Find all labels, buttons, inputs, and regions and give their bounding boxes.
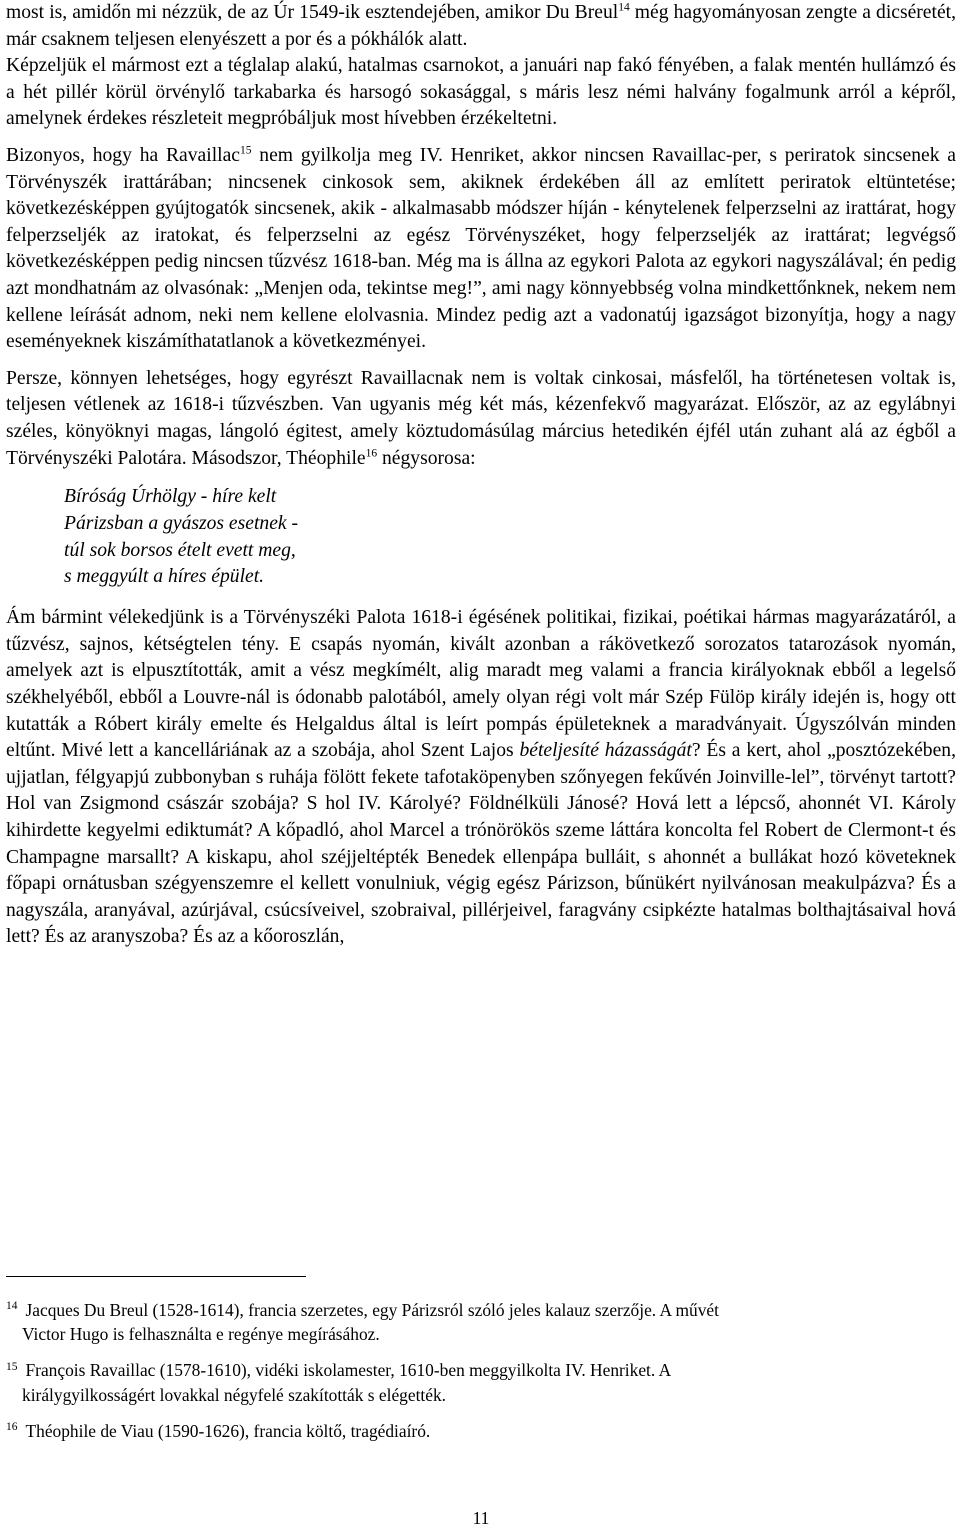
footnote-number: 15 — [6, 1360, 18, 1373]
paragraph-text: Bizonyos, hogy ha Ravaillac — [6, 144, 240, 166]
poem-line: túl sok borsos ételt evett meg, — [64, 539, 296, 561]
paragraph-text: Persze, könnyen lehetséges, hogy egyrészt Ravaillacnak nem is voltak cinkosai, másfelől, ha történetesen voltak is, teljesen vétlenek az 1618-i tűzvészben. Van ugyanis még két más, kézenfekvő magyarázat. Először, az az egylábnyi széles, könyöknyi magas, lángoló égitest, amely köztudomásúlag március hetedikén éjfél után zuhant alá az égből a Törvényszéki Palotára. Másodszor, Théophile — [6, 367, 956, 469]
footnotes — [6, 1298, 956, 1455]
footnote-text: Victor Hugo is felhasználta e regénye megírásához. — [22, 1324, 380, 1345]
footnote-number: 14 — [6, 1300, 18, 1313]
page-number: 11 — [472, 1508, 490, 1528]
poem-line: s meggyúlt a híres épület. — [64, 566, 265, 588]
footnote-15 — [6, 1358, 956, 1406]
footnote-16 — [6, 1419, 956, 1443]
footnote-text: királygyilkosságért lovakkal négyfelé szakították s elégették. — [22, 1384, 446, 1405]
footnote-14 — [6, 1298, 956, 1346]
footnote-ref-16[interactable]: 16 — [365, 446, 378, 459]
paragraph-2: Képzeljük el mármost ezt a téglalap alakú, hatalmas csarnokot, a januári nap fakó fényében, a falak mentén hullámzó és a hét pillér körül örvénylő tarkabarka és harsogó sokasággal, s máris lesz némi halvány fogalmunk arról a képről, amelynek érdekes részleteit megpróbáljuk most hívebben érzékeltetni. — [6, 55, 956, 130]
footnote-ref-14[interactable]: 14 — [618, 1, 630, 14]
quatrain — [64, 484, 956, 591]
footnote-text: Théophile de Viau (1590-1626), francia költő, tragédiaíró. — [25, 1420, 431, 1441]
paragraph-text: ? És a kert, ahol „posztózekében, ujjatlan, félgyapjú zubbonyban s ruhája fölött fekete tafotaköpenyben szőnyegen fekűvén Joinville-lel”, törvényt tartott? Hol van Zsigmond császár szobája? S hol IV. Károlyé? Földnélküli Jánosé? Hová lett a lépcső, ahonnét VI. Károly kihirdette kegyelmi ediktumát? A kőpadló, ahol Marcel a trónörökös szeme láttára koncolta fel Robert de Clermont-t és Champagne marsallt? A kiskapu, ahol széjjeltépték Benedek ellenpápa bulláit, s ahonnét a bullákat hozó követeknek főpapi ornátusban szégyenszemre el kellett vonulniuk, végig egész Párizson, bűnükért nyilvánosan meakulpázva? És a nagyszála, aranyával, azúrjával, csúcsíveivel, szobraival, pillérjeivel, faragvány csipkézte hatalmas bolthajtásaival hová lett? És az aranyszoba? És az a kőoroszlán, — [6, 740, 956, 948]
paragraph-text: nem gyilkolja meg IV. Henriket, akkor nincsen Ravaillac-per, s periratok sincsenek a Törvényszék irattárában; nincsenek cinkosok sem, akiknek érdekében áll az említett periratok eltüntetése; következésképpen gyújtogatók sincsenek, akik - alkalmasabb módszer híján - kénytelenek felperzselni az irattárat, hogy felperzseljék az iratokat, és felperzselni az egész Törvényszéket, hogy felperzseljék az irattárat; legvégső következésképpen pedig nincsen tűzvész 1618-ban. Még ma is állna az egykori Palota az egykori nagyszálával; én pedig azt mondhatnám az olvasónak: „Menjen oda, tekintse meg!”, ami nagy könnyebbség volna mindkettőnknek, nekem nem kellene leírását adnom, neki nem kellene elolvasnia. Mindez pedig azt a vadonatúj igazságot bizonyítja, hogy a nagy eseményeknek kiszámíthatatlanok a következményei. — [6, 144, 956, 353]
paragraph-1 — [6, 0, 956, 53]
emphasized-text: bételjesíté házasságát — [519, 740, 692, 762]
paragraph-4 — [6, 366, 956, 472]
paragraph-3 — [6, 143, 956, 356]
footnote-text: Jacques Du Breul (1528-1614), francia szerzetes, egy Párizsról szóló jeles kalauz szerzője. A művét — [25, 1300, 719, 1320]
footnote-ref-15[interactable]: 15 — [239, 144, 252, 157]
footnote-number: 16 — [6, 1421, 18, 1434]
poem-line: Bíróság Úrhölgy - híre kelt — [64, 486, 277, 508]
document-page — [6, 0, 956, 1533]
paragraph-text: négysorosa: — [377, 447, 476, 469]
paragraph-text: még hagyományosan zengte a dicséretét, már csaknem teljesen elenyészett a por és a pókhálók alatt. — [6, 2, 956, 50]
poem-line: Párizsban a gyászos esetnek - — [64, 512, 299, 534]
paragraph-5 — [6, 605, 956, 951]
footnote-text: François Ravaillac (1578-1610), vidéki iskolamester, 1610-ben meggyilkolta IV. Henriket. A — [25, 1360, 672, 1381]
footnote-separator — [6, 1276, 306, 1277]
paragraph-text: most is, amidőn mi nézzük, de az Úr 1549-ik esztendejében, amikor Du Breul — [6, 2, 619, 23]
paragraph-text: Ám bármint vélekedjünk is a Törvényszéki Palota 1618-i égésének politikai, fizikai, poétikai hármas magyarázatáról, a tűzvész, sajnos, kétségtelen tény. E csapás nyomán, kivált azonban a rákövetkező sorozatos tatarozások nyomán, amelyek azt is elpusztították, amit a vész megkímélt, alig maradt meg valami a francia királyoknak ebből a legelső székhelyéből, ebből a Louvre-nál is ódonabb palotából, amely olyan régi volt már Szép Fülöp király idején is, hogy ott kutatták a Róbert király emelte és Helgaldus által is leírt pompás épületeknek a maradványait. Úgyszólván minden eltűnt. Mivé lett a kancelláriának az a szobája, ahol Szent Lajos — [6, 607, 956, 762]
